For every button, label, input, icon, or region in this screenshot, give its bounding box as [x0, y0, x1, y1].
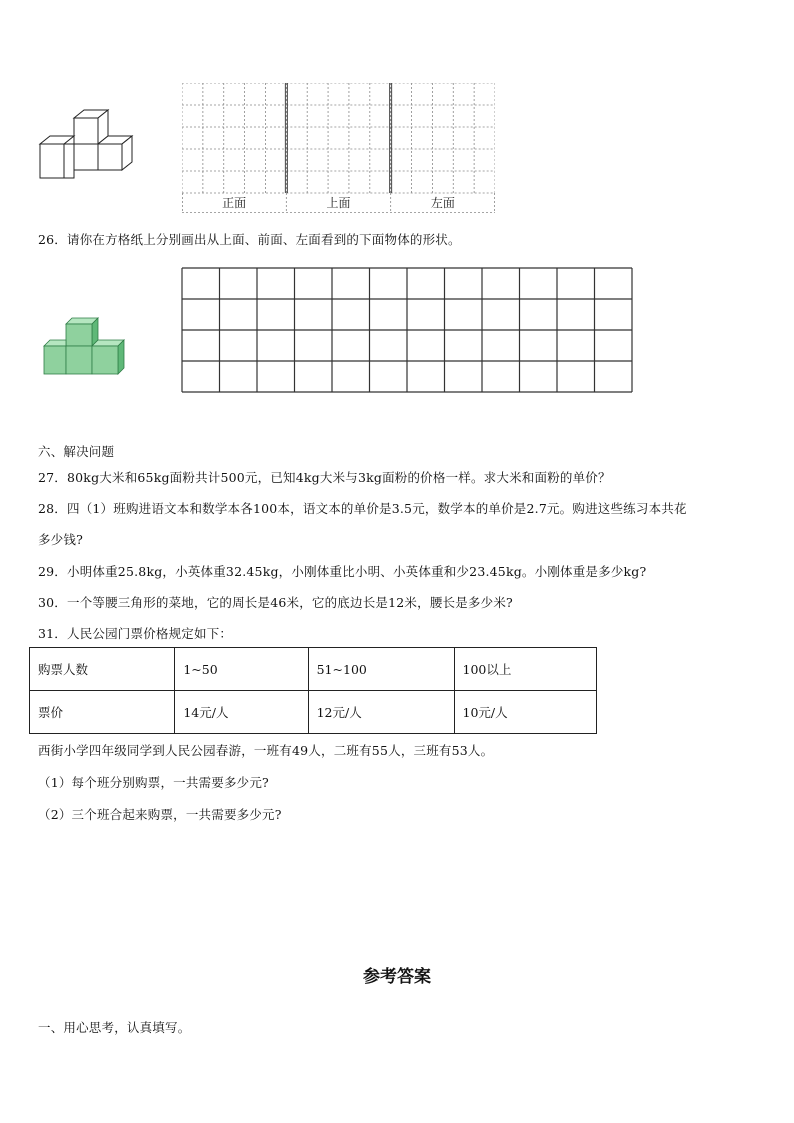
three-view-grid [182, 83, 495, 213]
answer-title: 参考答案 [363, 967, 431, 987]
view-labels [182, 193, 495, 213]
table-cell: 购票人数 [30, 648, 175, 691]
table-cell: 12元/人 [308, 691, 454, 734]
white-cubes-figure [38, 104, 140, 182]
table-cell: 51~100 [308, 648, 454, 691]
top-view-label: 上面 [326, 196, 351, 210]
green-cubes-figure [42, 316, 126, 376]
problem-28-text-line1: 28．四（1）班购进语文本和数学本各100本，语文本的单价是3.5元，数学本的单价是2.7元。购进这些练习本共花 [38, 501, 687, 516]
problem-31-intro: 31．人民公园门票价格规定如下： [38, 626, 233, 641]
table-cell: 100以上 [454, 648, 597, 691]
problem-30-text: 30．一个等腰三角形的菜地，它的周长是46米，它的底边长是12米，腰长是多少米? [38, 595, 513, 610]
ticket-price-table [29, 647, 597, 734]
answer-section-1: 一、用心思考，认真填写。 [38, 1020, 191, 1035]
problem-26-text: 26．请你在方格纸上分别画出从上面、前面、左面看到的下面物体的形状。 [38, 232, 461, 247]
table-cell: 14元/人 [175, 691, 308, 734]
problem-31-sub2: （2）三个班合起来购票，一共需要多少元? [38, 807, 282, 822]
table-cell: 1~50 [175, 648, 308, 691]
table-cell: 票价 [30, 691, 175, 734]
front-view-label: 正面 [222, 196, 247, 210]
problem-29-text: 29．小明体重25.8kg，小英体重32.45kg，小刚体重比小明、小英体重和少23.45kg。小刚体重是多少kg? [38, 564, 647, 579]
grid-paper [181, 267, 633, 393]
left-view-label: 左面 [430, 196, 455, 210]
problem-31-context: 西街小学四年级同学到人民公园春游，一班有49人，二班有55人，三班有53人。 [38, 743, 494, 758]
table-row-headcount [30, 648, 597, 691]
table-row-price [30, 691, 597, 734]
problem-28-text-line2: 多少钱? [38, 532, 84, 547]
table-cell: 10元/人 [454, 691, 597, 734]
section-6-heading: 六、解决问题 [38, 444, 115, 459]
problem-31-sub1: （1）每个班分别购票，一共需要多少元? [38, 775, 269, 790]
problem-27-text: 27．80kg大米和65kg面粉共计500元，已知4kg大米与3kg面粉的价格一样。求大米和面粉的单价？ [38, 470, 611, 485]
